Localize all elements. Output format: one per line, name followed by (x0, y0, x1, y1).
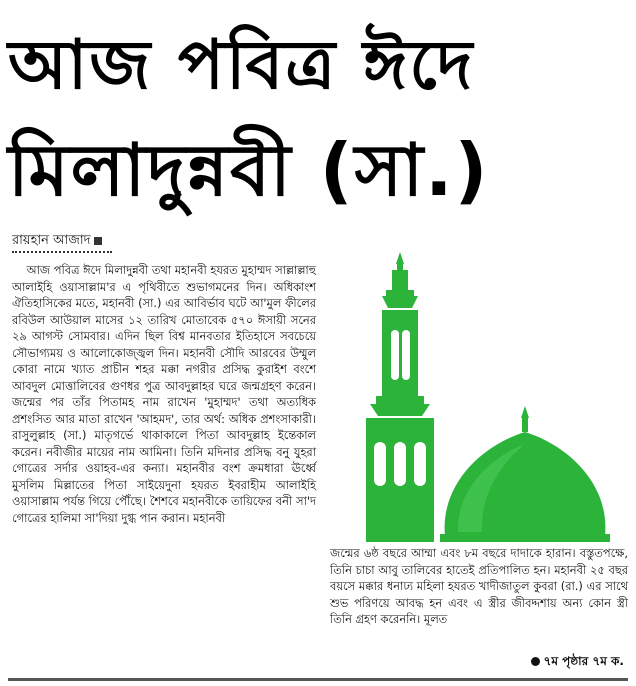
headline-line-2: মিলাদুন্নবী (সা.) (8, 128, 490, 212)
square-icon (94, 237, 102, 245)
mosque-icon (340, 246, 628, 542)
dotted-divider (12, 251, 112, 253)
headline-line-1: আজ পবিত্র ঈদে (8, 26, 475, 105)
author-name: রায়হান আজাদ (12, 233, 91, 248)
continued-note (531, 653, 624, 673)
bullet-icon (531, 657, 540, 666)
byline (12, 232, 102, 250)
continued-text: ৭ম পৃষ্ঠার ৭ম ক. (543, 654, 624, 668)
article-column-1: আজ পবিত্র ঈদে মিলাদুন্নবী তথা মহানবী হযরত মুহাম্মদ সাল্লাল্লাহু আলাইহি ওয়াসাল্লাম'র এ পৃথিবীতে শুভাগমনের দিন। অধিকাংশ ঐতিহাসিকের মতে, মহানবী (সা.) এর আবির্ভাব ঘটে আ'মুল ফীলের রবিউল আউয়াল মাসের ১২ তারিখ মোতাবেক ৫৭০ ঈসায়ী সনের ২৯ আগস্ট সোমবার। এদিন ছিল বিশ্ব মানবতার ইতিহাসে সবচেয়ে সৌভাগ্যময় ও আলোকোজ্জ্বল দিন। মহানবী সৌদি আরবের উম্মুল কোরা নামে খ্যাত প্রাচীন শহর মক্কা নগরীর প্রসিদ্ধ কুরাইশ বংশে আবদুল মোত্তালিবের গুণধর পুত্র আবদুল্লাহর ঘরে জন্মগ্রহণ করেন। জন্মের পর তাঁর পিতামহ নাম রাখেন 'মুহাম্মদ' তথা অত্যধিক প্রশংসিত আর মাতা রাখেন 'আহমদ', তার অর্থ: অধিক প্রশংসাকারী। রাসুলুল্লাহ (সা.) মাতৃগর্ভে থাকাকালে পিতা আবদুল্লাহ ইন্তেকাল করেন। নবীজীর মায়ের নাম আমিনা। তিনি মদিনার প্রসিদ্ধ বনু যুহরা গোত্রের সর্দার ওয়াহব-এর কন্যা। মহানবীর বংশ ক্রমধারা ঊর্ধ্বে মুসলিম মিল্লাতের পিতা সাইয়েদুনা হযরত ইবরাহীম আলাইহি ওয়াসাল্লাম পর্যন্ত গিয়ে পৌঁছে। শৈশবে মহানবীকে তায়িফের বনী সা'দ গোত্রের হালিমা সা'দিয়া দুগ্ধ পান করান। মহানবী (12, 263, 320, 525)
article-column-2: জন্মের ৬ষ্ঠ বছরে আম্মা এবং ৮ম বছরে দাদাকে হারান। বস্তুতপক্ষে, তিনি চাচা আবু তালিবের হাতেই প্রতিপালিত হন। মহানবী ২৫ বছর বয়সে মক্কার ধনাঢ্য মহিলা হযরত খাদীজাতুল কুবরা (রা.) এর সাথে শুভ পরিণয়ে আবদ্ধ হন এবং এ স্ত্রীর জীবদ্দশায় অন্য কোন স্ত্রী তিনি গ্রহণ করেননি। মূলত (330, 546, 632, 626)
bottom-rule (8, 678, 628, 681)
